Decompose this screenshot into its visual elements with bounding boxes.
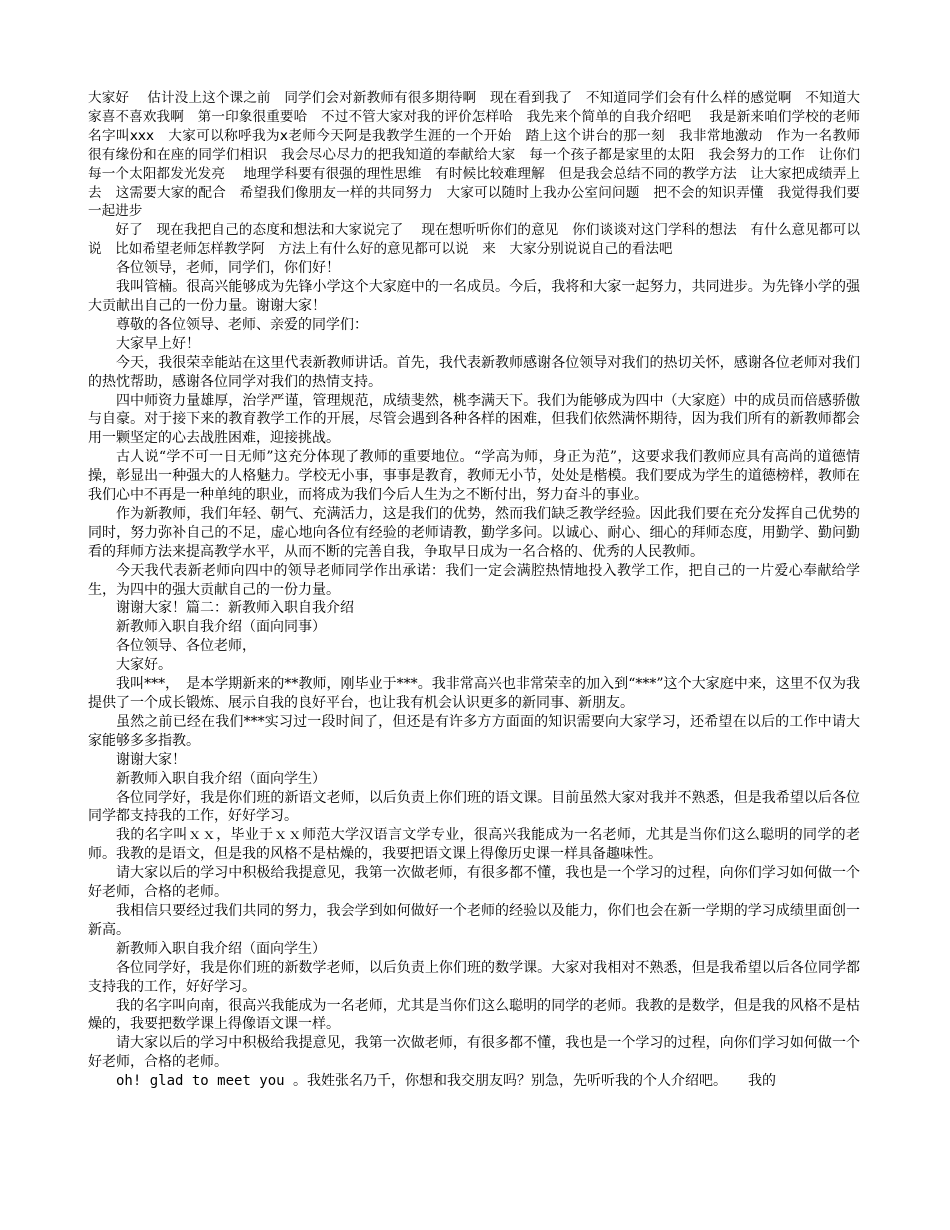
- paragraph: 我叫管楠。很高兴能够成为先锋小学这个大家庭中的一名成员。今后，我将和大家一起努力，共同进步。为先锋小学的强大贡献出自己的一份力量。谢谢大家！: [88, 279, 860, 314]
- paragraph: 请大家以后的学习中积极给我提意见，我第一次做老师，有很多都不懂，我也是一个学习的过程，向你们学习如何做一个好老师，合格的老师。: [88, 1035, 860, 1071]
- paragraph: 各位同学好，我是你们班的新数学老师，以后负责上你们班的数学课。大家对我相对不熟悉，但是我希望以后各位同学都支持我的工作，好好学习。: [88, 959, 860, 995]
- paragraph: 尊敬的各位领导、老师、亲爱的同学们：: [116, 316, 368, 333]
- paragraph: 新教师入职自我介绍（面向同事）: [116, 619, 326, 636]
- paragraph: 各位领导，老师，同学们，你们好！: [116, 260, 340, 277]
- paragraph: 我的名字叫ｘｘ，毕业于ｘｘ师范大学汉语言文学专业，很高兴我能成为一名老师，尤其是当你们这么聪明的同学的老师。我教的是语文，但是我的风格不是枯燥的，我要把语文课上得像历史课一样具备趣味性。: [88, 827, 860, 863]
- paragraph: 新教师入职自我介绍（面向学生）: [116, 940, 326, 957]
- paragraph: 我的名字叫向南，很高兴我能成为一名老师，尤其是当你们这么聪明的同学的老师。我教的是数学，但是我的风格不是枯燥的，我要把数学课上得像语文课一样。: [88, 997, 860, 1033]
- paragraph: 各位同学好，我是你们班的新语文老师，以后负责上你们班的语文课。目前虽然大家对我并不熟悉，但是我希望以后各位同学都支持我的工作，好好学习。: [88, 789, 860, 825]
- paragraph: 各位领导、各位老师，: [116, 638, 256, 655]
- paragraph: 古人说“学不可一日无师”这充分体现了教师的重要地位。“学高为师，身正为范”，这要求我们教师应具有高尚的道德情操，彰显出一种强大的人格魅力。学校无小事，事事是教育，教师无小节，处处是楷模。我们要成为学生的道德榜样，教师在我们心中不再是一种单纯的职业，而将成为我们今后人生为之不断付出，努力奋斗的事业。: [88, 449, 860, 504]
- paragraph: 谢谢大家！: [116, 751, 186, 768]
- paragraph: 大家好 估计没上这个课之前 同学们会对新教师有很多期待啊 现在看到我了 不知道同学们会有什么样的感觉啊 不知道大家喜不喜欢我啊 第一印象很重要哈 不过不管大家对我的评价怎样哈 我先来个简单的自我介绍吧 我是新来咱们学校的老师 名字叫xxx 大家可以称呼我为x老师今天阿是我教学生涯的一个开始 踏上这个讲台的那一刻 我非常地激动 作为一名教师 很有缘份和在座的同学们相识 我会尽心尽力的把我知道的奉献给大家 每一个孩子都是家里的太阳 我会努力的工作 让你们每一个太阳都发光发亮 地理学科要有很强的理性思维 有时候比较难理解 但是我会总结不同的教学方法 让大家把成绩弄上去 这需要大家的配合 希望我们像朋友一样的共同努力 大家可以随时上我办公室问问题 把不会的知识弄懂 我觉得我们要一起进步: [88, 90, 878, 220]
- paragraph: 作为新教师，我们年轻、朝气、充满活力，这是我们的优势，然而我们缺乏教学经验。因此我们要在充分发挥自己优势的同时，努力弥补自己的不足，虚心地向各位有经验的老师请教，勤学多问。以诚心、耐心、细心的拜师态度，用勤学、勤问勤看的拜师方法来提高教学水平，从而不断的完善自我，争取早日成为一名合格的、优秀的人民教师。: [88, 505, 860, 560]
- paragraph: 好了 现在我把自己的态度和想法和大家说完了 现在想听听你们的意见 你们谈谈对这门学科的想法 有什么意见都可以说 比如希望老师怎样教学阿 方法上有什么好的意见都可以说 来 大家分别说说自己的看法吧: [88, 222, 860, 258]
- paragraph: 谢谢大家！篇二：新教师入职自我介绍: [116, 600, 354, 617]
- paragraph: 我叫***， 是本学期新来的**教师，刚毕业于***。我非常高兴也非常荣幸的加入到“***”这个大家庭中来，这里不仅为我提供了一个成长锻炼、展示自我的良好平台，也让我有机会认识更多的新同事、新朋友。: [88, 676, 860, 711]
- paragraph: 今天我代表新老师向四中的领导老师同学作出承诺：我们一定会满腔热情地投入教学工作，把自己的一片爱心奉献给学生，为四中的强大贡献自己的一份力量。: [88, 562, 860, 598]
- paragraph: 新教师入职自我介绍（面向学生）: [116, 770, 326, 787]
- paragraph: 大家好。: [116, 657, 172, 674]
- paragraph: 请大家以后的学习中积极给我提意见，我第一次做老师，有很多都不懂，我也是一个学习的过程，向你们学习如何做一个好老师，合格的老师。: [88, 865, 860, 901]
- paragraph: 四中师资力量雄厚，治学严谨，管理规范，成绩斐然，桃李满天下。我们为能够成为四中（大家庭）中的成员而倍感骄傲与自豪。对于接下来的教育教学工作的开展，尽管会遇到各种各样的困难，但我们依然满怀期待，因为我们所有的新教师都会用一颗坚定的心去战胜困难，迎接挑战。: [88, 392, 860, 447]
- paragraph: 虽然之前已经在我们***实习过一段时间了，但还是有许多方方面面的知识需要向大家学习，还希望在以后的工作中请大家能够多多指教。: [88, 713, 860, 749]
- paragraph: 今天，我很荣幸能站在这里代表新教师讲话。首先，我代表新教师感谢各位领导对我们的热切关怀，感谢各位老师对我们的热忱帮助，感谢各位同学对我们的热情支持。: [88, 354, 860, 390]
- paragraph: oh! glad to meet you 。我姓张名乃千，你想和我交朋友吗？别急，先听听我的个人介绍吧。 我的: [116, 1073, 777, 1090]
- paragraph: 大家早上好！: [116, 335, 200, 352]
- document-page: [88, 89, 878, 1091]
- paragraph: 我相信只要经过我们共同的努力，我会学到如何做好一个老师的经验以及能力，你们也会在新一学期的学习成绩里面创一新高。: [88, 902, 860, 938]
